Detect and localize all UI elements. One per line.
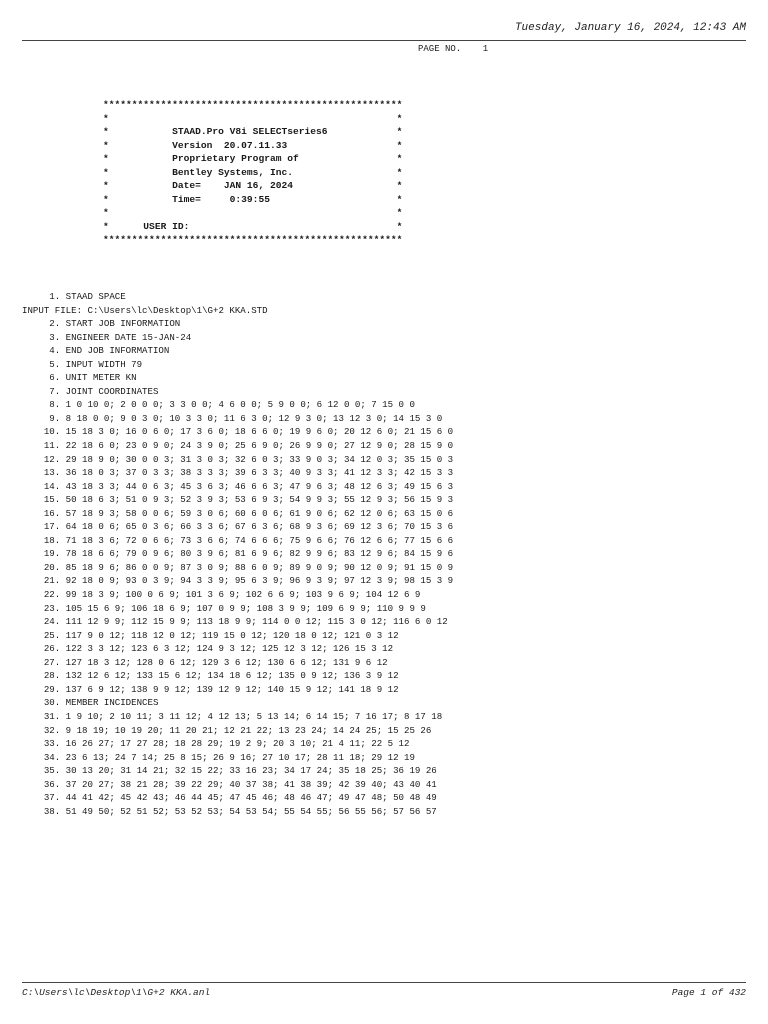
listing-line: 37. 44 41 42; 45 42 43; 46 44 45; 47 45 46; 48 46 47; 49 47 48; 50 48 49 — [22, 792, 437, 804]
listing-line: 24. 111 12 9 9; 112 15 9 9; 113 18 9 9; 114 0 0 12; 115 3 0 12; 116 6 0 12 — [22, 616, 448, 628]
listing-line: 28. 132 12 6 12; 133 15 6 12; 134 18 6 12; 135 0 9 12; 136 3 9 12 — [22, 670, 399, 682]
listing-line: 15. 50 18 6 3; 51 0 9 3; 52 3 9 3; 53 6 9 3; 54 9 9 3; 55 12 9 3; 56 15 9 3 — [22, 494, 454, 506]
listing-line: 26. 122 3 3 12; 123 6 3 12; 124 9 3 12; 125 12 3 12; 126 15 3 12 — [22, 643, 394, 655]
listing-line: 14. 43 18 3 3; 44 0 6 3; 45 3 6 3; 46 6 6 3; 47 9 6 3; 48 12 6 3; 49 15 6 3 — [22, 480, 454, 492]
page-number-label: PAGE NO. 1 — [418, 44, 489, 54]
listing-line: 11. 22 18 6 0; 23 0 9 0; 24 3 9 0; 25 6 9 0; 26 9 9 0; 27 12 9 0; 28 15 9 0 — [22, 440, 454, 452]
listing-line: 1. STAAD SPACE — [22, 291, 126, 302]
listing-line: 5. INPUT WIDTH 79 — [22, 358, 143, 370]
listing-line: 25. 117 9 0 12; 118 12 0 12; 119 15 0 12; 120 18 0 12; 121 0 3 12 — [22, 629, 399, 641]
footer-file-path: C:\Users\lc\Desktop\1\G+2 KKA.anl — [22, 987, 211, 998]
listing-line: 16. 57 18 9 3; 58 0 0 6; 59 3 0 6; 60 6 0 6; 61 9 0 6; 62 12 0 6; 63 15 0 6 — [22, 507, 454, 519]
listing-line: 18. 71 18 3 6; 72 0 6 6; 73 3 6 6; 74 6 6 6; 75 9 6 6; 76 12 6 6; 77 15 6 6 — [22, 534, 454, 546]
listing-line: 4. END JOB INFORMATION — [22, 345, 170, 357]
listing-line: 20. 85 18 9 6; 86 0 0 9; 87 3 0 9; 88 6 0 9; 89 9 0 9; 90 12 0 9; 91 15 0 9 — [22, 561, 454, 573]
listing-line: 7. JOINT COORDINATES — [22, 385, 159, 397]
input-listing — [22, 290, 453, 818]
listing-line: 19. 78 18 6 6; 79 0 9 6; 80 3 9 6; 81 6 9 6; 82 9 9 6; 83 12 9 6; 84 15 9 6 — [22, 548, 454, 560]
listing-line: 32. 9 18 19; 10 19 20; 11 20 21; 12 21 22; 13 23 24; 14 24 25; 15 25 26 — [22, 724, 432, 736]
report-timestamp: Tuesday, January 16, 2024, 12:43 AM — [514, 22, 746, 34]
listing-line: 22. 99 18 3 9; 100 0 6 9; 101 3 6 9; 102 6 6 9; 103 9 6 9; 104 12 6 9 — [22, 589, 421, 601]
banner-line: **************************************************** — [103, 234, 403, 245]
banner-line: * * — [103, 112, 403, 124]
listing-line: 12. 29 18 9 0; 30 0 0 3; 31 3 0 3; 32 6 0 3; 33 9 0 3; 34 12 0 3; 35 15 0 3 — [22, 453, 454, 465]
listing-line: 36. 37 20 27; 38 21 28; 39 22 29; 40 37 38; 41 38 39; 42 39 40; 43 40 41 — [22, 778, 437, 790]
listing-line: 10. 15 18 3 0; 16 0 6 0; 17 3 6 0; 18 6 6 0; 19 9 6 0; 20 12 6 0; 21 15 6 0 — [22, 426, 454, 438]
footer-page-counter: Page 1 of 432 — [671, 987, 746, 998]
banner-line: * Version 20.07.11.33 * — [103, 139, 403, 151]
listing-line: 35. 30 13 20; 31 14 21; 32 15 22; 33 16 23; 34 17 24; 35 18 25; 36 19 26 — [22, 765, 437, 777]
listing-line: 2. START JOB INFORMATION — [22, 318, 181, 330]
banner-line: * Bentley Systems, Inc. * — [103, 166, 403, 178]
listing-line: 3. ENGINEER DATE 15-JAN-24 — [22, 331, 192, 343]
listing-line: 27. 127 18 3 12; 128 0 6 12; 129 3 6 12; 130 6 6 12; 131 9 6 12 — [22, 656, 388, 668]
listing-line: 8. 1 0 10 0; 2 0 0 0; 3 3 0 0; 4 6 0 0; 5 9 0 0; 6 12 0 0; 7 15 0 0 — [22, 399, 415, 411]
header-divider — [22, 40, 746, 41]
listing-line: 23. 105 15 6 9; 106 18 6 9; 107 0 9 9; 108 3 9 9; 109 6 9 9; 110 9 9 9 — [22, 602, 426, 614]
footer-divider — [22, 982, 746, 983]
listing-line: 34. 23 6 13; 24 7 14; 25 8 15; 26 9 16; 27 10 17; 28 11 18; 29 12 19 — [22, 751, 415, 763]
listing-line: 29. 137 6 9 12; 138 9 9 12; 139 12 9 12; 140 15 9 12; 141 18 9 12 — [22, 683, 399, 695]
banner-line: * USER ID: * — [103, 220, 403, 232]
listing-line: 38. 51 49 50; 52 51 52; 53 52 53; 54 53 54; 55 54 55; 56 55 56; 57 56 57 — [22, 805, 437, 817]
listing-line: 17. 64 18 0 6; 65 0 3 6; 66 3 3 6; 67 6 3 6; 68 9 3 6; 69 12 3 6; 70 15 3 6 — [22, 521, 454, 533]
program-banner — [103, 98, 402, 247]
listing-line: INPUT FILE: C:\Users\lc\Desktop\1\G+2 KKA.STD — [22, 304, 268, 316]
listing-line: 30. MEMBER INCIDENCES — [22, 697, 159, 709]
listing-line: 13. 36 18 0 3; 37 0 3 3; 38 3 3 3; 39 6 3 3; 40 9 3 3; 41 12 3 3; 42 15 3 3 — [22, 467, 454, 479]
listing-line: 33. 16 26 27; 17 27 28; 18 28 29; 19 2 9; 20 3 10; 21 4 11; 22 5 12 — [22, 738, 410, 750]
banner-line: * * — [103, 207, 403, 218]
banner-line: **************************************************** — [103, 99, 403, 110]
listing-line: 21. 92 18 0 9; 93 0 3 9; 94 3 3 9; 95 6 3 9; 96 9 3 9; 97 12 3 9; 98 15 3 9 — [22, 575, 454, 587]
banner-line: * Proprietary Program of * — [103, 153, 403, 164]
banner-line: * STAAD.Pro V8i SELECTseries6 * — [103, 126, 403, 137]
banner-line: * Date= JAN 16, 2024 * — [103, 180, 403, 191]
listing-line: 6. UNIT METER KN — [22, 372, 137, 384]
listing-line: 9. 8 18 0 0; 9 0 3 0; 10 3 3 0; 11 6 3 0; 12 9 3 0; 13 12 3 0; 14 15 3 0 — [22, 412, 443, 424]
banner-line: * Time= 0:39:55 * — [103, 193, 403, 205]
listing-line: 31. 1 9 10; 2 10 11; 3 11 12; 4 12 13; 5 13 14; 6 14 15; 7 16 17; 8 17 18 — [22, 710, 443, 722]
